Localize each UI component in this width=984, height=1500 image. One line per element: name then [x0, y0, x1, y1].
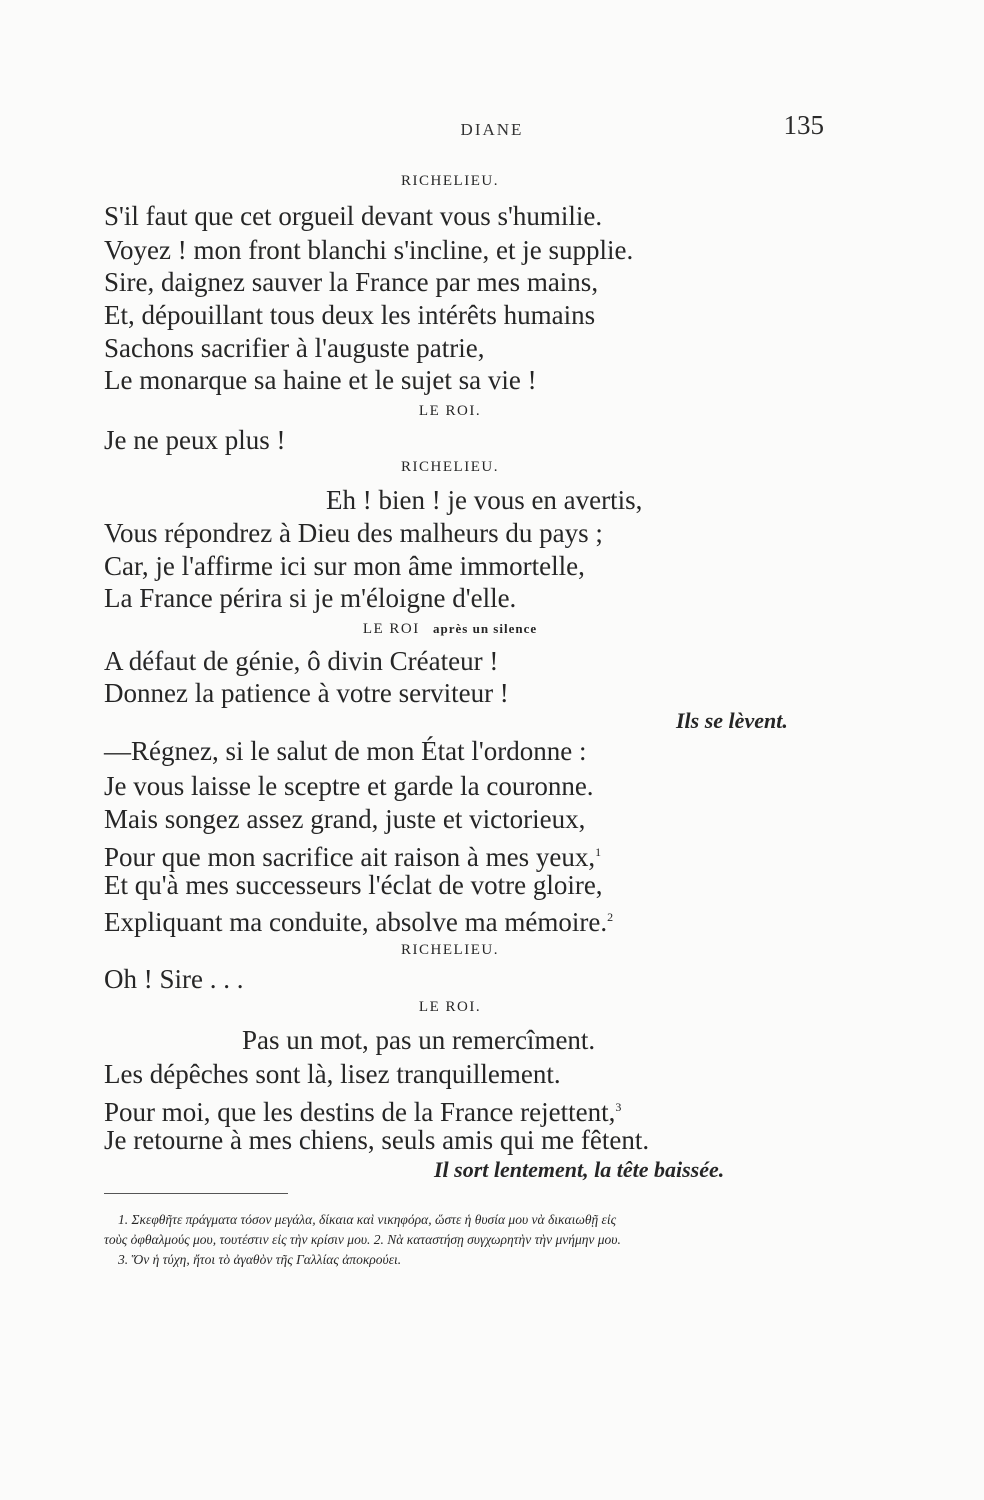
footnote: τοὺς ὀφθαλμούς μου, τουτέστιν εἰς τὴν κρίσιν μου. 2. Νὰ καταστήσῃ συγχωρητὴν τὴν μνήμην μου.	[104, 1232, 621, 1247]
verse-line: S'il faut que cet orgueil devant vous s'humilie.	[104, 201, 603, 231]
verse-line: Oh ! Sire . . .	[104, 964, 244, 994]
verse-line	[104, 901, 613, 938]
verse-line: Le monarque sa haine et le sujet sa vie !	[104, 365, 537, 395]
verse-text: Expliquant ma conduite, absolve ma mémoire.	[104, 907, 608, 937]
verse-text: Pour moi, que les destins de la France rejettent,	[104, 1097, 616, 1127]
verse-line: Sire, daignez sauver la France par mes mains,	[104, 267, 599, 297]
verse-line: Donnez la patience à votre serviteur !	[104, 678, 509, 708]
speaker-le-roi: LE ROI.	[418, 999, 482, 1015]
speaker-le-roi-direction	[0, 621, 900, 638]
verse-line: Je vous laisse le sceptre et garde la couronne.	[104, 771, 594, 801]
stage-direction: Il sort lentement, la tête baissée.	[434, 1157, 725, 1182]
verse-line: —Régnez, si le salut de mon État l'ordonne :	[104, 736, 587, 766]
footnote-marker: 3	[615, 1100, 622, 1114]
verse-line: A défaut de génie, ô divin Créateur !	[104, 646, 499, 676]
footnote-marker: 2	[607, 910, 614, 924]
verse-line: Les dépêches sont là, lisez tranquillement.	[104, 1059, 561, 1089]
verse-line: Et, dépouillant tous deux les intérêts humains	[104, 300, 596, 330]
speaker-richelieu: RICHELIEU.	[401, 459, 499, 475]
verse-line: Eh ! bien ! je vous en avertis,	[326, 485, 643, 515]
speaker-name: LE ROI	[362, 621, 420, 637]
stage-direction: Ils se lèvent.	[676, 708, 788, 733]
footnote: 1. Σκεφθῆτε πράγματα τόσον μεγάλα, δίκαια καὶ νικηφόρα, ὥστε ἡ θυσία μου νὰ δικαιωθῇ εἰς	[118, 1212, 617, 1227]
verse-line: Sachons sacrifier à l'auguste patrie,	[104, 333, 485, 363]
verse-line: La France périra si je m'éloigne d'elle.	[104, 583, 517, 613]
running-title: DIANE	[460, 120, 524, 139]
verse-line: Je ne peux plus !	[104, 425, 286, 455]
verse-line: Pas un mot, pas un remercîment.	[242, 1025, 596, 1055]
footnote: 3. Ὅν ἡ τύχη, ἤτοι τὸ ἀγαθὸν τῆς Γαλλίας ἀποκρούει.	[118, 1252, 402, 1267]
footnote-divider	[104, 1193, 288, 1194]
page-number: 135	[783, 110, 824, 140]
stage-direction: après un silence	[433, 621, 538, 636]
speaker-richelieu: RICHELIEU.	[401, 173, 499, 189]
verse-line: Et qu'à mes successeurs l'éclat de votre gloire,	[104, 870, 603, 900]
verse-line: Je retourne à mes chiens, seuls amis qui me fêtent.	[104, 1125, 650, 1155]
verse-text: Pour que mon sacrifice ait raison à mes yeux,	[104, 842, 596, 872]
verse-line: Car, je l'affirme ici sur mon âme immortelle,	[104, 551, 585, 581]
verse-line	[104, 1091, 621, 1128]
speaker-le-roi: LE ROI.	[418, 403, 482, 419]
footnote-marker: 1	[595, 845, 602, 859]
verse-line: Mais songez assez grand, juste et victorieux,	[104, 804, 586, 834]
speaker-richelieu: RICHELIEU.	[401, 942, 499, 958]
verse-line: Vous répondrez à Dieu des malheurs du pays ;	[104, 518, 603, 548]
verse-line: Voyez ! mon front blanchi s'incline, et je supplie.	[104, 235, 634, 265]
verse-line	[104, 836, 601, 873]
